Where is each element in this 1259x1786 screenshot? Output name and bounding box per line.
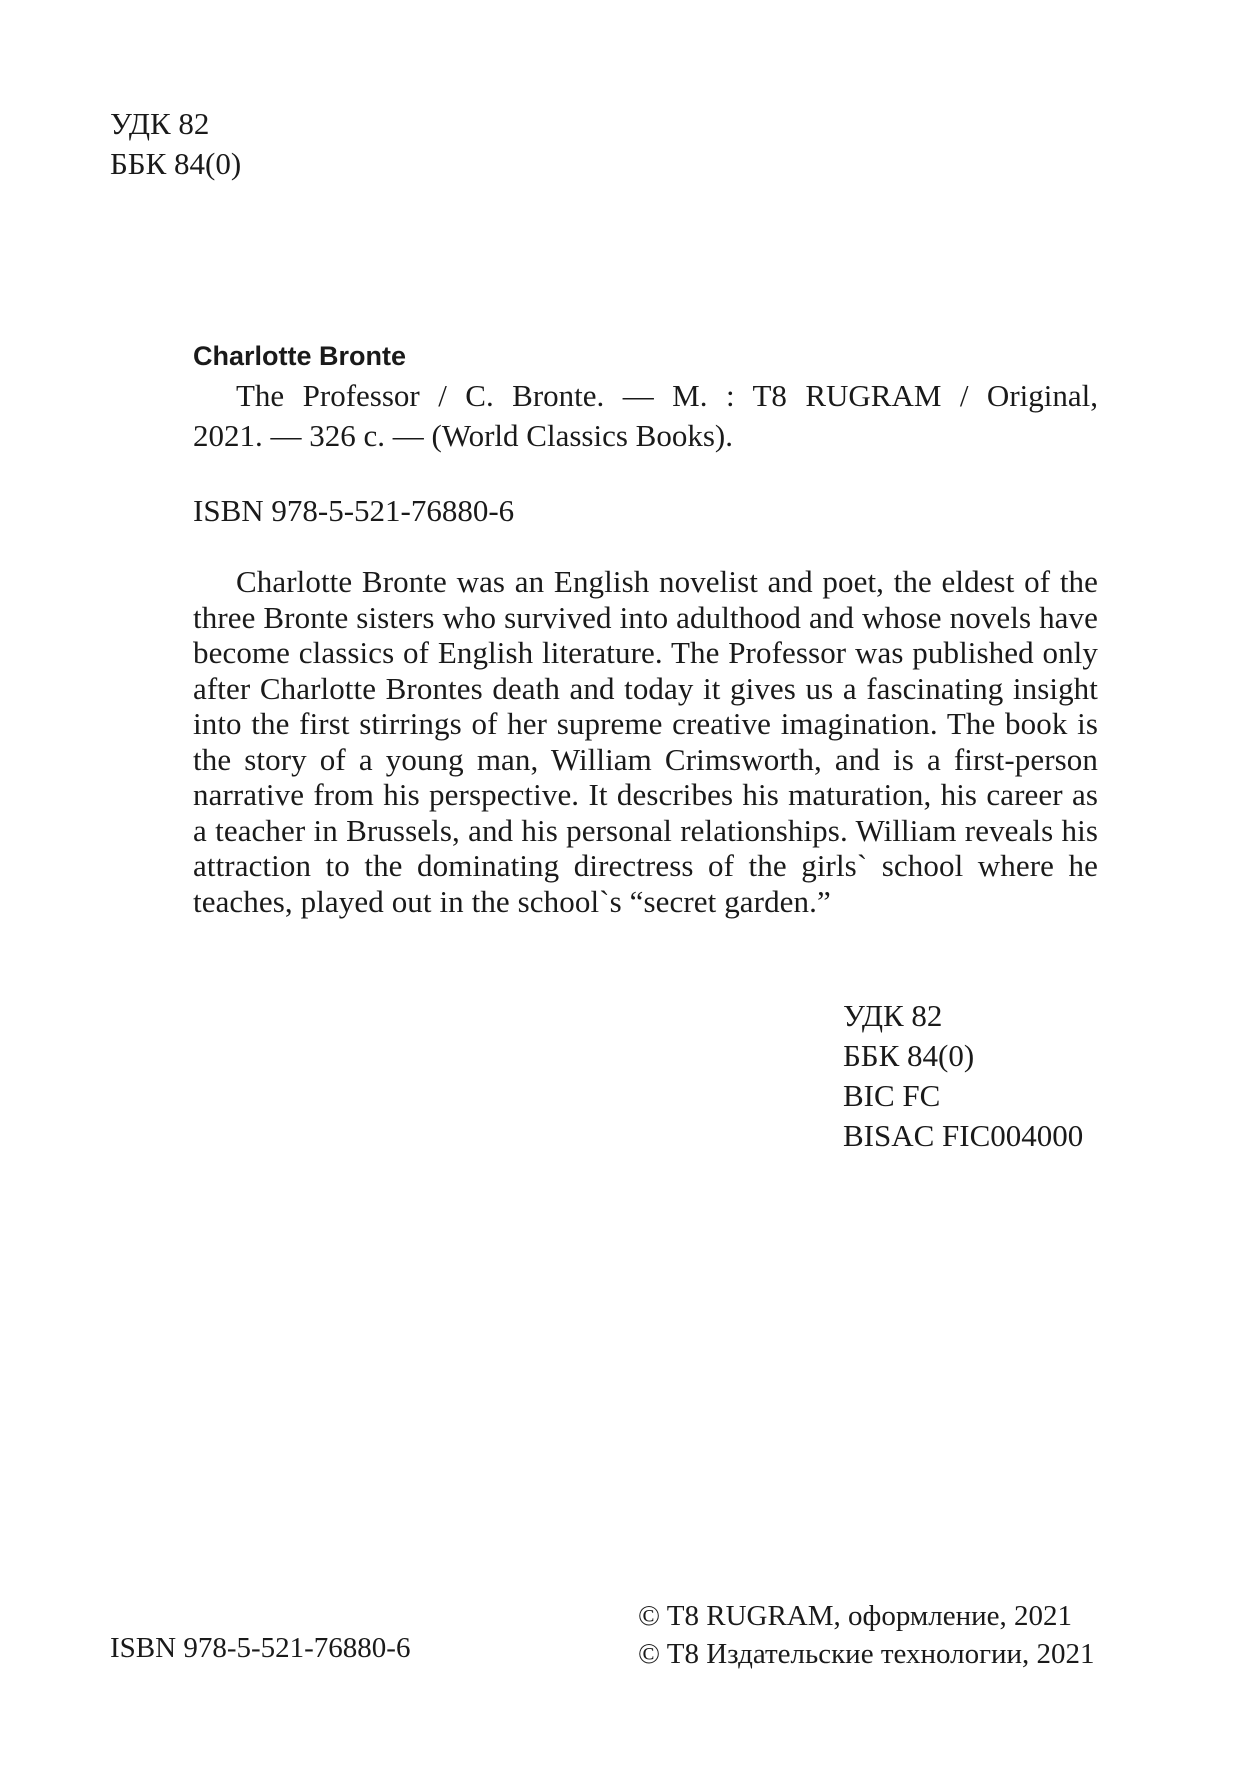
copyright-notices [638,1597,1095,1673]
author-name: Charlotte Bronte [193,341,407,371]
udk-code: УДК 82 [843,998,943,1033]
top-classification-codes [110,104,241,184]
udk-code: УДК 82 [110,106,210,141]
book-annotation: Charlotte Bronte was an English novelist and poet, the eldest of the three Bronte sisters who survived into adulthood and whose novels have become classics of English literature. The Professor was published only after Charlotte Brontes death and today it gives us a fascinating insight into the first stirrings of her supreme creative imagination. The book is the story of a young man, William Crimsworth, and is a first-person narrative from his perspective. It describes his maturation, his career as a teacher in Brussels, and his personal relationships. William reveals his attraction to the dominating directress of the girls` school where he teaches, played out in the school`s “secret garden.” [193,564,1098,919]
isbn-entry: ISBN 978-5-521-76880-6 [193,493,515,528]
copyright-tech: © T8 Издательские технологии, 2021 [638,1638,1095,1670]
classification-codes-block [843,996,1083,1156]
bic-code: BIC FC [843,1078,941,1113]
bibliographic-citation [193,376,1098,456]
bisac-code: BISAC FIC004000 [843,1118,1084,1153]
citation-line-2: 2021. — 326 c. — (World Classics Books). [193,418,733,453]
footer-isbn: ISBN 978-5-521-76880-6 [110,1632,411,1664]
bbk-code: ББК 84(0) [110,146,242,181]
bbk-code: ББК 84(0) [843,1038,975,1073]
citation-line-1: The Professor / C. Bronte. — M. : T8 RUGRAM / Original, [236,378,1098,413]
copyright-design: © T8 RUGRAM, оформление, 2021 [638,1600,1072,1632]
